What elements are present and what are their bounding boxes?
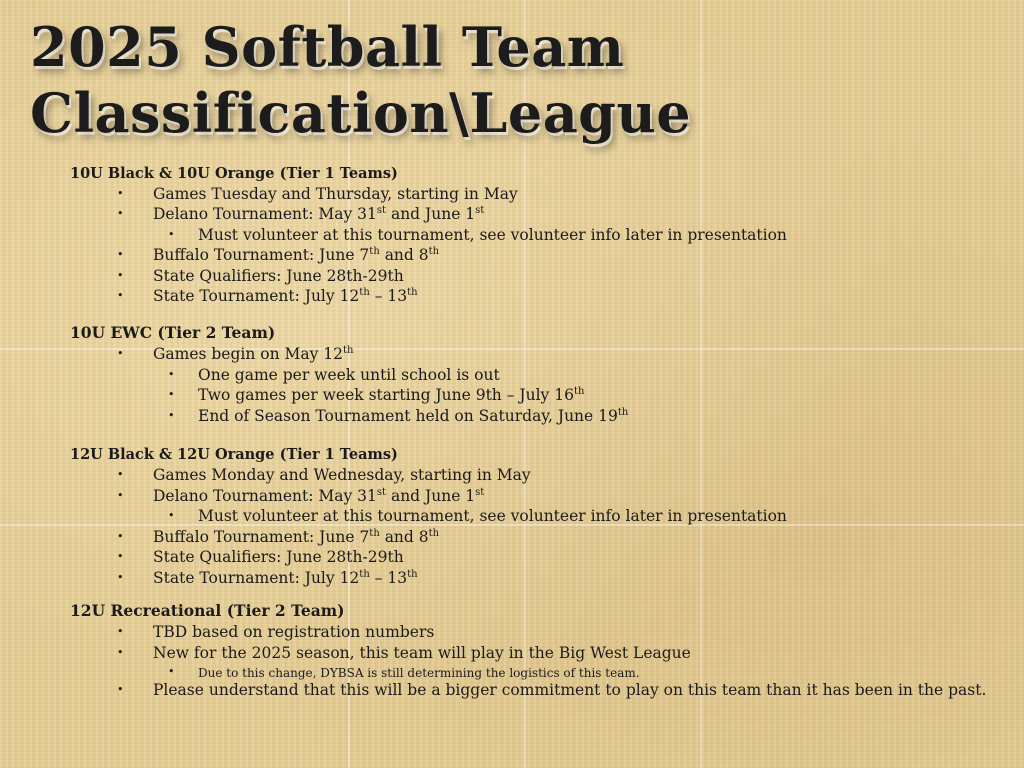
bullet: •: [117, 289, 124, 302]
bullet: •: [117, 683, 124, 696]
bullet: •: [117, 248, 124, 261]
list-item: • Buffalo Tournament: June 7th and 8th: [117, 528, 440, 546]
list-item: • Games begin on May 12th: [117, 345, 354, 363]
list-item: • TBD based on registration numbers: [117, 623, 435, 641]
bullet: •: [117, 207, 124, 220]
section-heading: 12U Recreational (Tier 2 Team): [70, 601, 345, 620]
bullet: •: [168, 368, 175, 381]
list-item: • Please understand that this will be a bigger commitment to play on this team than it has been in the past.: [117, 681, 987, 699]
list-item: • Delano Tournament: May 31st and June 1st: [117, 487, 485, 505]
list-item: • One game per week until school is out: [168, 366, 500, 384]
list-item: • New for the 2025 season, this team will play in the Big West League: [117, 644, 691, 662]
list-item: • Games Tuesday and Thursday, starting in May: [117, 185, 518, 203]
list-item: • Two games per week starting June 9th – July 16th: [168, 386, 585, 404]
list-item: • Due to this change, DYBSA is still determining the logistics of this team.: [168, 662, 640, 683]
bullet: •: [117, 571, 124, 584]
bullet: •: [117, 646, 124, 659]
section-heading: 10U Black & 10U Orange (Tier 1 Teams): [70, 165, 398, 182]
bullet: •: [117, 625, 124, 638]
title-line-2: Classification\League: [30, 81, 692, 145]
bullet: •: [168, 409, 175, 422]
bullet: •: [117, 468, 124, 481]
bullet: •: [168, 665, 175, 678]
list-item: • Must volunteer at this tournament, see volunteer info later in presentation: [168, 507, 787, 525]
list-item: • State Tournament: July 12th – 13th: [117, 569, 418, 587]
list-item: • State Qualifiers: June 28th-29th: [117, 548, 404, 566]
list-item: • Must volunteer at this tournament, see volunteer info later in presentation: [168, 226, 787, 244]
bullet: •: [117, 269, 124, 282]
bullet: •: [117, 347, 124, 360]
section-heading: 12U Black & 12U Orange (Tier 1 Teams): [70, 446, 398, 463]
bullet: •: [168, 228, 175, 241]
bullet: •: [168, 509, 175, 522]
list-item: • State Qualifiers: June 28th-29th: [117, 267, 404, 285]
list-item: • Buffalo Tournament: June 7th and 8th: [117, 246, 440, 264]
bullet: •: [117, 530, 124, 543]
bullet: •: [117, 489, 124, 502]
title-line-1: 2025 Softball Team: [30, 15, 625, 79]
list-item: • State Tournament: July 12th – 13th: [117, 287, 418, 305]
bullet: •: [117, 550, 124, 563]
list-item: • End of Season Tournament held on Saturday, June 19th: [168, 407, 629, 425]
list-item: • Delano Tournament: May 31st and June 1st: [117, 205, 485, 223]
bullet: •: [117, 187, 124, 200]
list-item: • Games Monday and Wednesday, starting in May: [117, 466, 531, 484]
section-heading: 10U EWC (Tier 2 Team): [70, 323, 276, 342]
bullet: •: [168, 388, 175, 401]
